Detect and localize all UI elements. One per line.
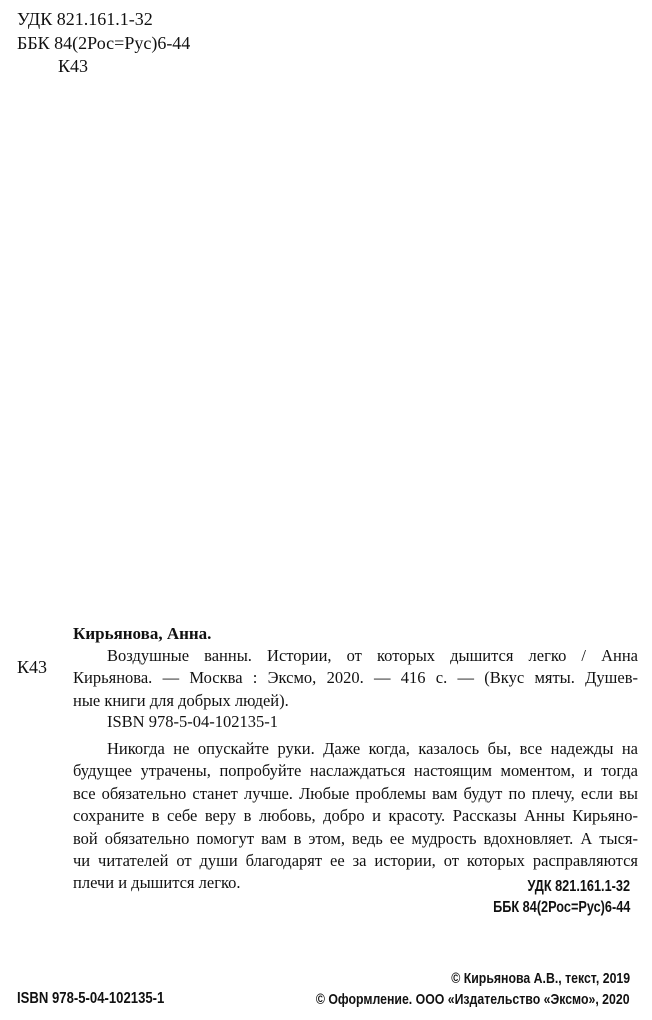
card-author: Кирьянова, Анна. (73, 624, 212, 643)
bib-line: Кирьянова. — Москва : Эксмо, 2020. — 416 с. — (Вкус мяты. Душев- (73, 668, 638, 688)
top-bbk-index: ББК 84(2Рос=Рус)6-44 (17, 33, 191, 53)
annotation-line: чи читателей от души благодарят ее за истории, от которых расправляются (73, 851, 638, 871)
bib-line: ные книги для добрых людей). (73, 690, 289, 710)
card-bbk-classification: ББК 84(2Рос=Рус)6-44 (492, 899, 630, 916)
annotation-line: плечи и дышится легко. (73, 873, 241, 893)
bib-line: Воздушные ванны. Истории, от которых дышится легко / Анна (107, 646, 638, 665)
card-annotation (73, 738, 638, 895)
top-author-mark: К43 (58, 56, 89, 76)
copyright-text: © Кирьянова А.В., текст, 2019 (451, 970, 630, 987)
annotation-line: Никогда не опускайте руки. Даже когда, казалось бы, все надежды на (107, 739, 638, 758)
top-udk-index: УДК 821.161.1-32 (17, 9, 153, 29)
annotation-line: сохраните в себе веру в любовь, добро и красоту. Рассказы Анны Кирьяно- (73, 806, 638, 826)
card-author-mark: К43 (17, 657, 48, 677)
annotation-line: будущее утрачены, попробуйте наслаждаться настоящим моментом, и тогда (73, 761, 638, 781)
card-isbn: ISBN 978-5-04-102135-1 (107, 712, 278, 731)
footer-isbn: ISBN 978-5-04-102135-1 (17, 990, 165, 1007)
copyright-design: © Оформление. ООО «Издательство «Эксмо», 2020 (316, 991, 630, 1008)
annotation-line: вой обязательно помогут вам в этом, ведь ее мудрость вдохновляет. А тыся- (73, 828, 638, 848)
annotation-line: все обязательно станет лучше. Любые проблемы вам будут по плечу, если вы (73, 783, 638, 803)
card-udk-classification: УДК 821.161.1-32 (527, 878, 630, 895)
card-bibliographic-description (73, 645, 638, 712)
